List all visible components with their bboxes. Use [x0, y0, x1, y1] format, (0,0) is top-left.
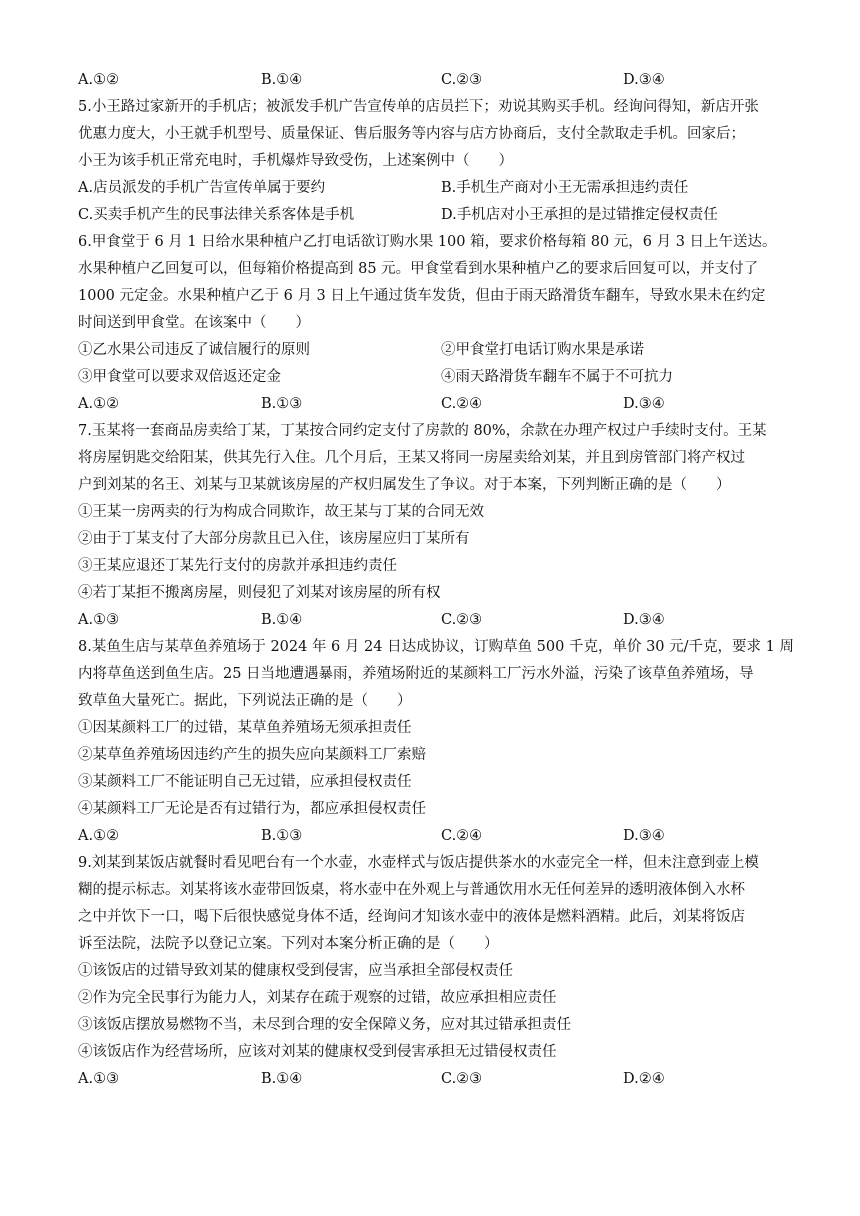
- q5-stem-line: 优惠力度大，小王就手机型号、质量保证、售后服务等内容与店方协商后，支付全款取走手机。回家后；: [78, 126, 745, 142]
- q6-stem-line: 6.甲食堂于 6 月 1 日给水果种植户乙打电话欲订购水果 100 箱，要求价格每箱 80 元，6 月 3 日上午送达。: [78, 234, 777, 250]
- q7-stem-line: 将房屋钥匙交给阳某，供其先行入住。几个月后，王某又将同一房屋卖给刘某，并且到房管部门将产权过: [78, 450, 745, 466]
- option-b: B.①④: [261, 612, 303, 628]
- q7-statement: ①王某一房两卖的行为构成合同欺诈，故王某与丁某的合同无效: [78, 504, 484, 520]
- q9-statement: ②作为完全民事行为能力人，刘某存在疏于观察的过错，故应承担相应责任: [78, 990, 557, 1006]
- q9-statement: ③该饭店摆放易燃物不当，未尽到合理的安全保障义务，应对其过错承担责任: [78, 1017, 571, 1033]
- q9-stem-line: 糊的提示标志。刘某将该水壶带回饭桌，将水壶中在外观上与普通饮用水无任何差异的透明液体倒入水杯: [78, 882, 745, 898]
- option-a: A.店员派发的手机广告宣传单属于要约: [78, 180, 326, 196]
- option-c: C.②④: [441, 396, 483, 412]
- q6-options: [78, 394, 778, 414]
- q7-stem-line: 户到刘某的名王、刘某与卫某就该房屋的产权归属发生了争议。对于本案，下列判断正确的是（ ）: [78, 477, 731, 493]
- option-b: B.①④: [261, 1071, 303, 1087]
- q8-stem-line: 8.某鱼生店与某草鱼养殖场于 2024 年 6 月 24 日达成协议，订购草鱼 500 千克，单价 30 元/千克，要求 1 周: [78, 639, 794, 655]
- q7-statement: ②由于丁某支付了大部分房款且已入住，该房屋应归丁某所有: [78, 531, 470, 547]
- option-b: B.①③: [261, 396, 303, 412]
- option-a: A.①③: [78, 1071, 120, 1087]
- option-d: D.③④: [623, 612, 665, 628]
- q7-options: [78, 610, 778, 630]
- option-a: A.①②: [78, 828, 120, 844]
- q5-options-row: [78, 205, 778, 225]
- statement: ④雨天路滑货车翻车不属于不可抗力: [441, 369, 673, 385]
- option-c: C.②③: [441, 72, 483, 88]
- statement: ③甲食堂可以要求双倍返还定金: [78, 369, 281, 385]
- q5-stem-line: 5.小王路过家新开的手机店；被派发手机广告宣传单的店员拦下；劝说其购买手机。经询问得知，新店开张: [78, 99, 759, 115]
- option-b: B.手机生产商对小王无需承担违约责任: [441, 180, 689, 196]
- option-c: C.②③: [441, 1071, 483, 1087]
- option-d: D.③④: [623, 72, 665, 88]
- option-c: C.买卖手机产生的民事法律关系客体是手机: [78, 207, 355, 223]
- q7-stem-line: 7.玉某将一套商品房卖给丁某，丁某按合同约定支付了房款的 80%，余款在办理产权过户手续时支付。王某: [78, 423, 767, 439]
- q6-stem-line: 水果种植户乙回复可以，但每箱价格提高到 85 元。甲食堂看到水果种植户乙的要求后回复可以，并支付了: [78, 261, 759, 277]
- q6-stem-line: 时间送到甲食堂。在该案中（ ）: [78, 315, 310, 331]
- q7-statement: ③王某应退还丁某先行支付的房款并承担违约责任: [78, 558, 397, 574]
- q8-statement: ④某颜料工厂无论是否有过错行为，都应承担侵权责任: [78, 801, 426, 817]
- q6-stem-line: 1000 元定金。水果种植户乙于 6 月 3 日上午通过货车发货，但由于雨天路滑货车翻车，导致水果未在约定: [78, 288, 766, 304]
- option-c: C.②③: [441, 612, 483, 628]
- q9-stem-line: 之中并饮下一口，喝下后很快感觉身体不适，经询问才知该水壶中的液体是燃料酒精。此后，刘某将饭店: [78, 909, 745, 925]
- q9-statement: ④该饭店作为经营场所，应该对刘某的健康权受到侵害承担无过错侵权责任: [78, 1044, 557, 1060]
- option-d: D.③④: [623, 828, 665, 844]
- q6-statements-row: [78, 367, 778, 387]
- q9-options: [78, 1069, 778, 1089]
- q8-stem-line: 致草鱼大量死亡。据此，下列说法正确的是（ ）: [78, 693, 412, 709]
- option-b: B.①③: [261, 828, 303, 844]
- q4-options: [78, 70, 778, 90]
- q9-statement: ①该饭店的过错导致刘某的健康权受到侵害，应当承担全部侵权责任: [78, 963, 513, 979]
- q8-statement: ①因某颜料工厂的过错，某草鱼养殖场无须承担责任: [78, 720, 412, 736]
- q8-statement: ②某草鱼养殖场因违约产生的损失应向某颜料工厂索赔: [78, 747, 426, 763]
- statement: ②甲食堂打电话订购水果是承诺: [441, 342, 644, 358]
- option-a: A.①②: [78, 72, 120, 88]
- q7-statement: ④若丁某拒不搬离房屋，则侵犯了刘某对该房屋的所有权: [78, 585, 441, 601]
- q8-options: [78, 826, 778, 846]
- option-a: A.①②: [78, 396, 120, 412]
- option-d: D.手机店对小王承担的是过错推定侵权责任: [441, 207, 718, 223]
- q9-stem-line: 9.刘某到某饭店就餐时看见吧台有一个水壶，水壶样式与饭店提供茶水的水壶完全一样，但未注意到壶上模: [78, 855, 759, 871]
- q9-stem-line: 诉至法院，法院予以登记立案。下列对本案分析正确的是（ ）: [78, 936, 499, 952]
- statement: ①乙水果公司违反了诚信履行的原则: [78, 342, 310, 358]
- q8-statement: ③某颜料工厂不能证明自己无过错，应承担侵权责任: [78, 774, 412, 790]
- option-d: D.②④: [623, 1071, 665, 1087]
- option-a: A.①③: [78, 612, 120, 628]
- option-d: D.③④: [623, 396, 665, 412]
- q6-statements-row: [78, 340, 778, 360]
- q8-stem-line: 内将草鱼送到鱼生店。25 日当地遭遇暴雨，养殖场附近的某颜料工厂污水外溢，污染了该草鱼养殖场，导: [78, 666, 754, 682]
- option-c: C.②④: [441, 828, 483, 844]
- q5-options-row: [78, 178, 778, 198]
- option-b: B.①④: [261, 72, 303, 88]
- q5-stem-line: 小王为该手机正常充电时，手机爆炸导致受伤，上述案例中（ ）: [78, 153, 513, 169]
